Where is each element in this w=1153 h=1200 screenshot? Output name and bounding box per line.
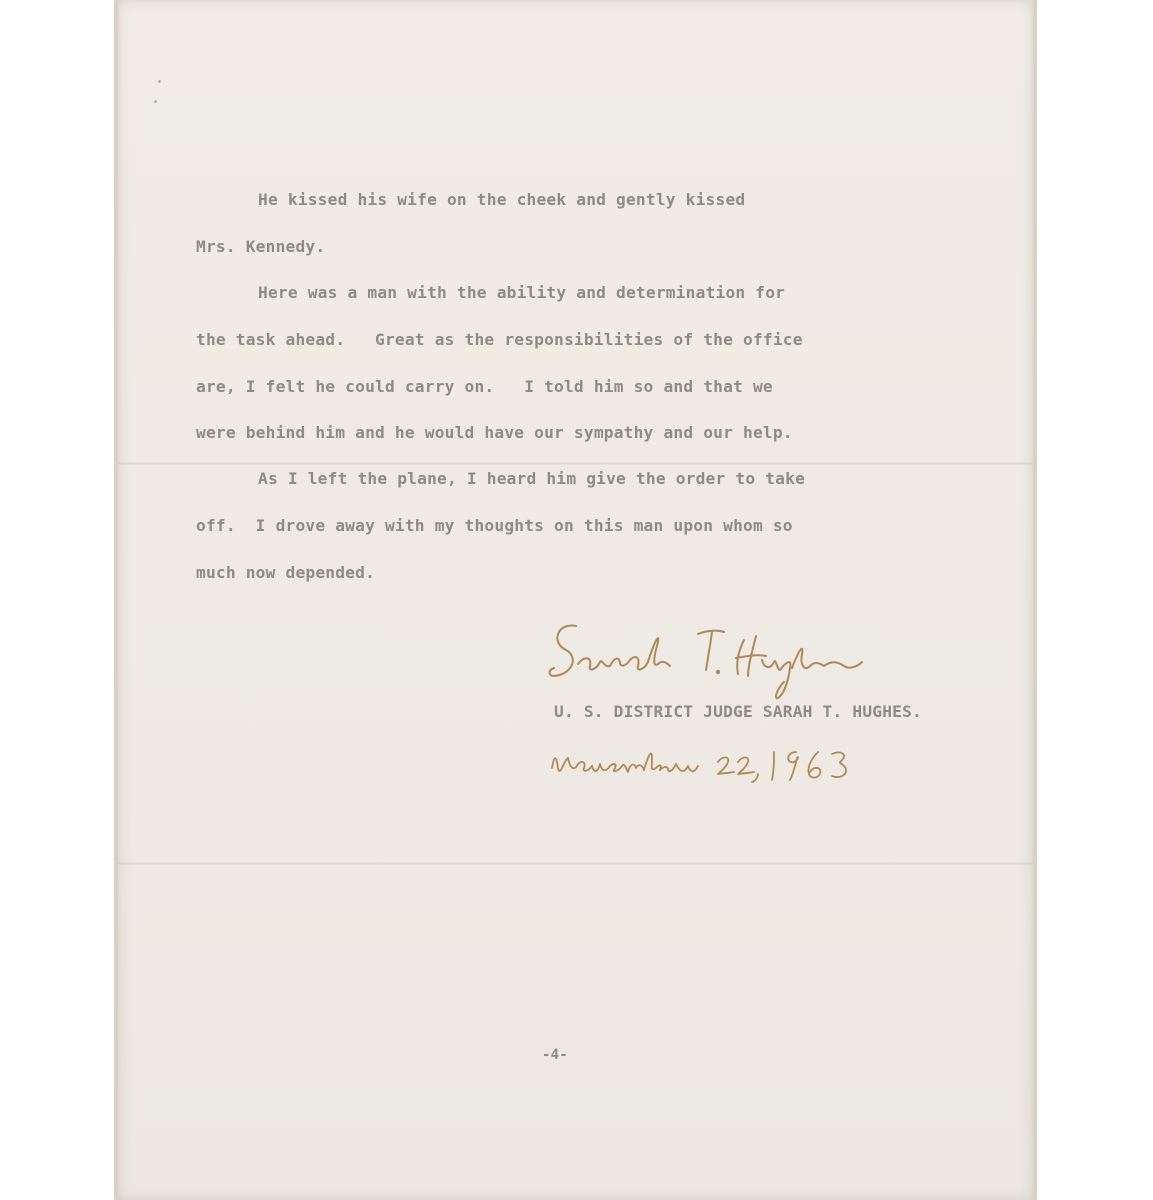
letter-body <box>118 0 1033 1200</box>
letter-line: the task ahead. Great as the responsibilities of the office <box>196 330 803 349</box>
letter-line: much now depended. <box>196 563 376 582</box>
letter-line: Here was a man with the ability and determination for <box>258 283 786 302</box>
letter-line: As I left the plane, I heard him give the order to take <box>258 469 806 488</box>
handwritten-date <box>544 738 854 786</box>
letter-line: off. I drove away with my thoughts on this man upon whom so <box>196 516 793 535</box>
letter-page <box>118 0 1033 1200</box>
letter-line: Mrs. Kennedy. <box>196 237 326 256</box>
signature-caption: U. S. DISTRICT JUDGE SARAH T. HUGHES. <box>554 702 922 721</box>
letter-line: He kissed his wife on the cheek and gently kissed <box>258 190 746 209</box>
handwritten-signature <box>548 612 868 704</box>
page-number: -4- <box>542 1047 568 1063</box>
letter-line: were behind him and he would have our sympathy and our help. <box>196 423 793 442</box>
letter-line: are, I felt he could carry on. I told him so and that we <box>196 377 773 396</box>
